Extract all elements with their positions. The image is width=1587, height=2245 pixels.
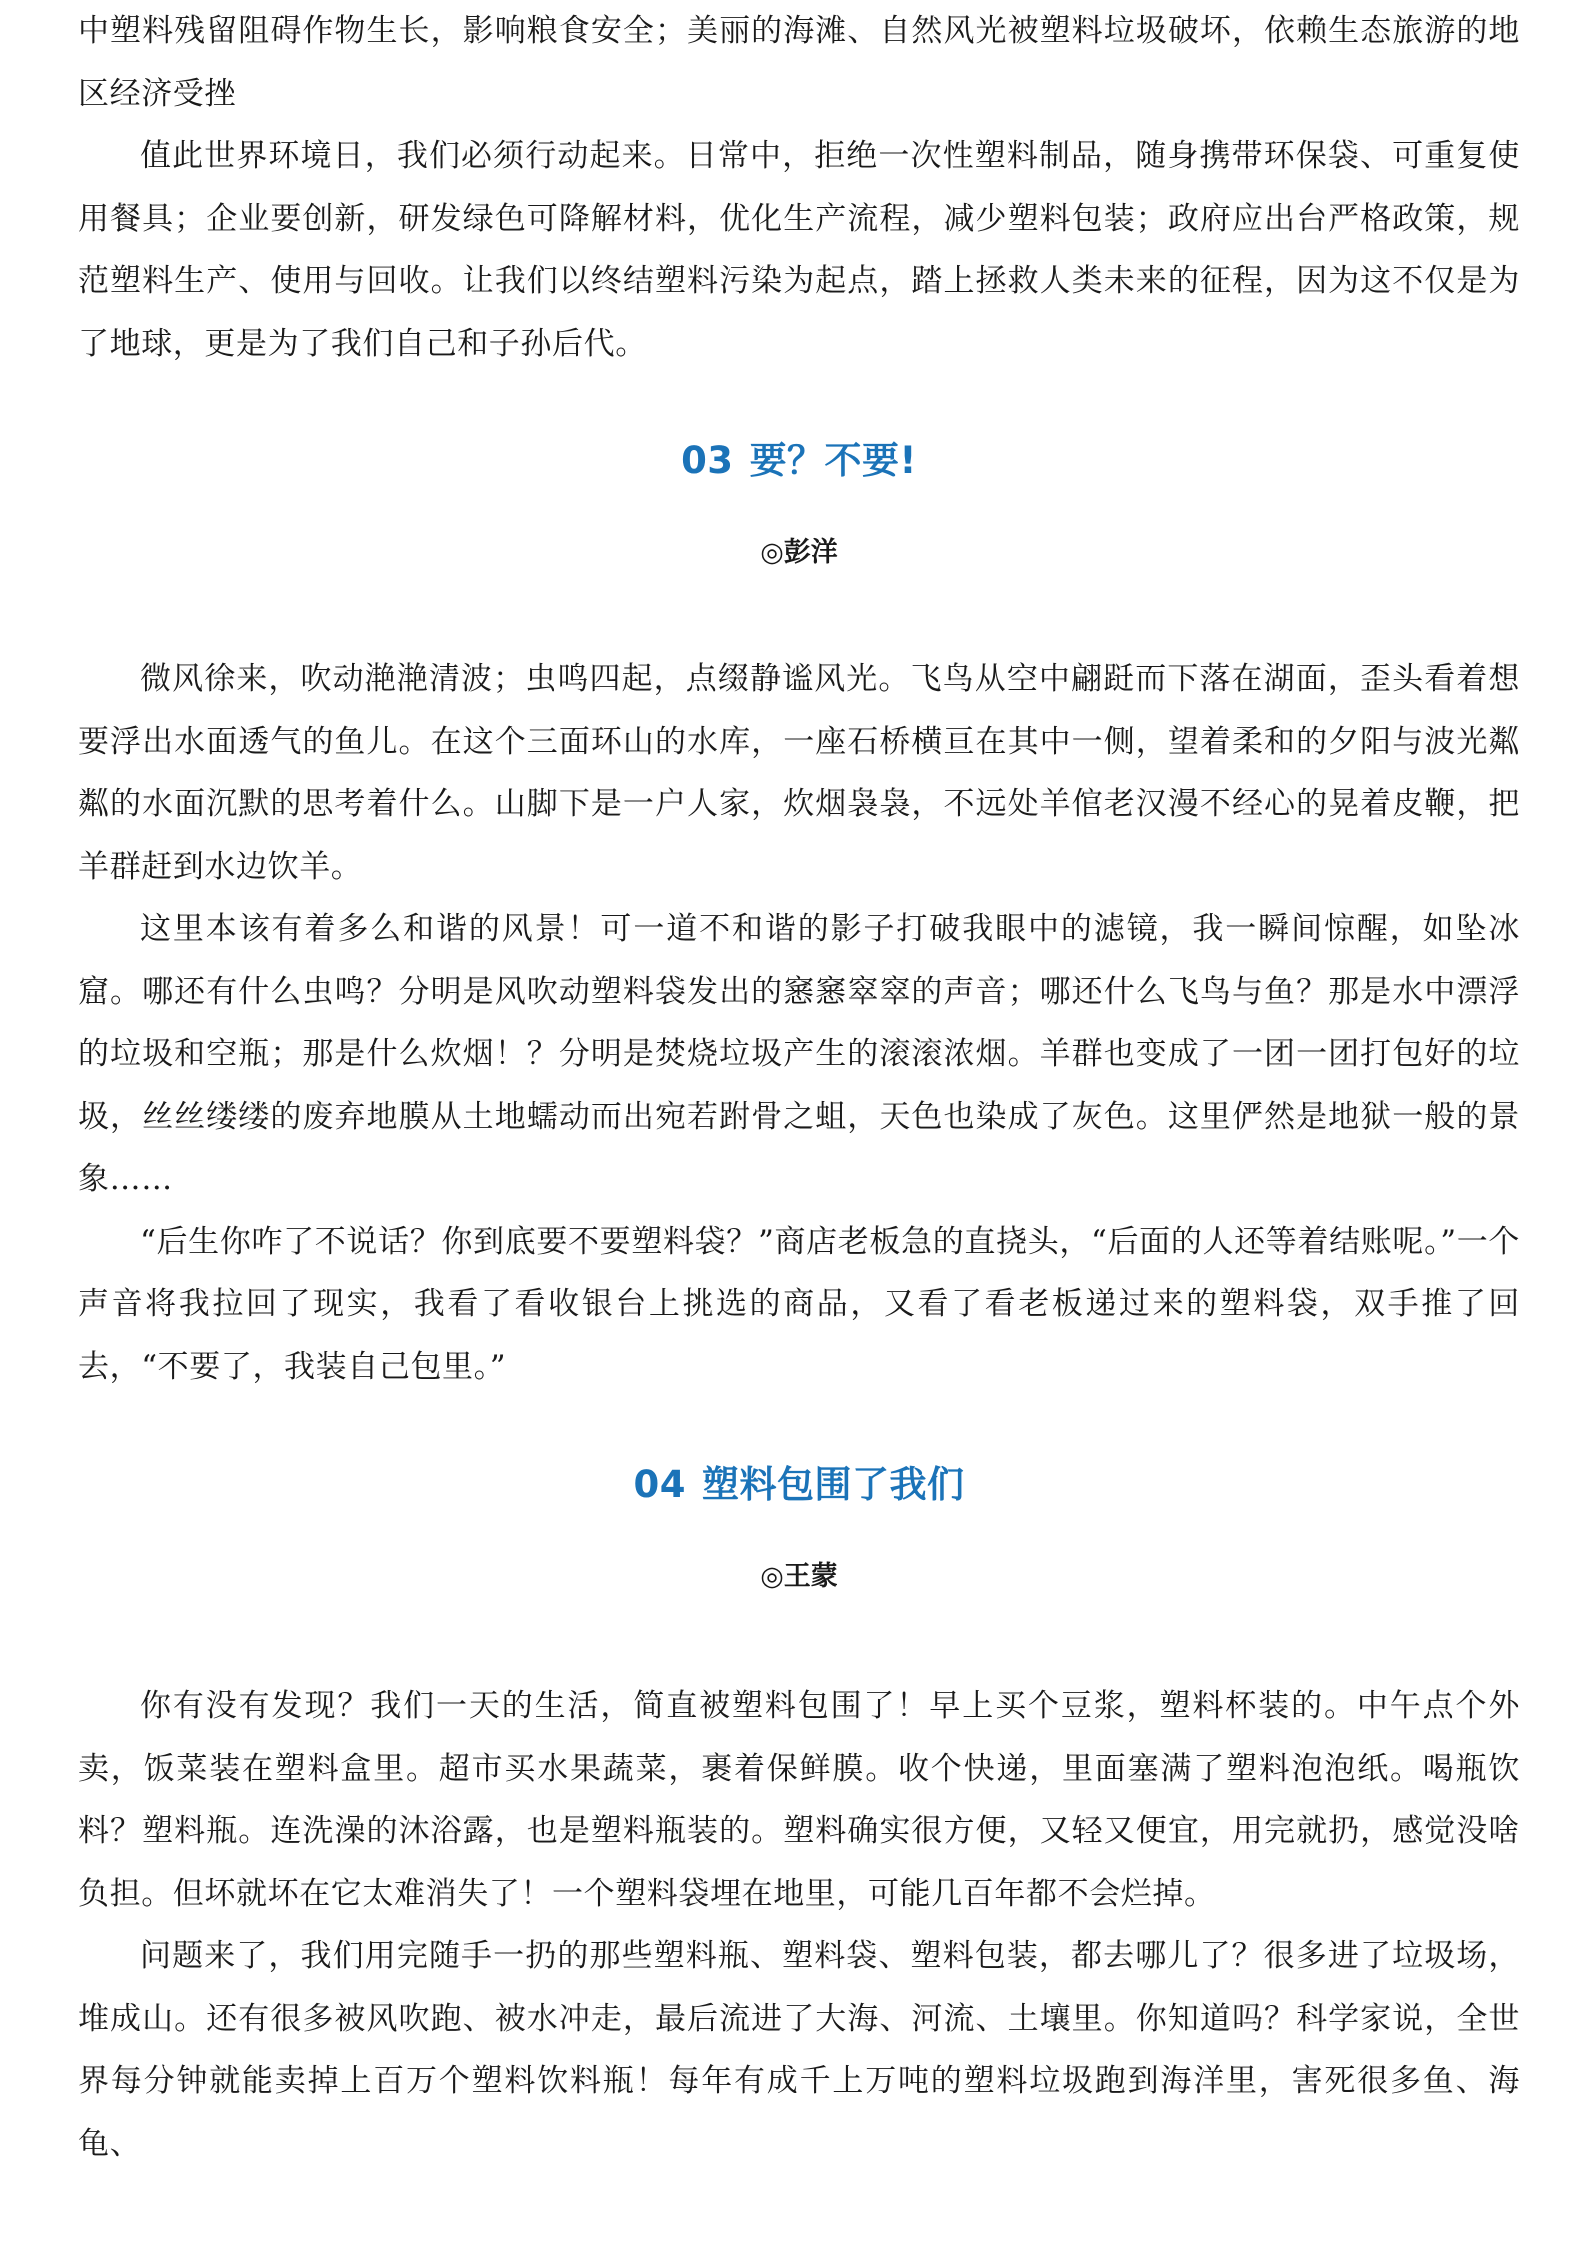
section-body-04 bbox=[78, 1675, 1520, 2175]
section-title: 要？不要! bbox=[749, 439, 917, 482]
section-heading-04 bbox=[78, 1460, 1520, 1510]
section-number: 03 bbox=[681, 439, 734, 482]
previous-article-ending bbox=[78, 0, 1520, 375]
author-byline: ◎王蒙 bbox=[760, 1561, 838, 1592]
section-heading-03 bbox=[78, 436, 1520, 486]
author-byline: ◎彭洋 bbox=[760, 537, 838, 568]
article-paragraph: 你有没有发现？我们一天的生活，简直被塑料包围了！早上买个豆浆，塑料杯装的。中午点个外卖，饭菜装在塑料盒里。超市买水果蔬菜，裹着保鲜膜。收个快递，里面塞满了塑料泡泡纸。喝瓶饮料？塑料瓶。连洗澡的沐浴露，也是塑料瓶装的。塑料确实很方便，又轻又便宜，用完就扔，感觉没啥负担。但坏就坏在它太难消失了！一个塑料袋埋在地里，可能几百年都不会烂掉。 bbox=[78, 1688, 1520, 1912]
article-paragraph: “后生你咋了不说话？你到底要不要塑料袋？”商店老板急的直挠头，“后面的人还等着结账呢。”一个声音将我拉回了现实，我看了看收银台上挑选的商品，又看了看老板递过来的塑料袋，双手推了回去，“不要了，我装自己包里。” bbox=[78, 1223, 1520, 1385]
article-paragraph: 值此世界环境日，我们必须行动起来。日常中，拒绝一次性塑料制品，随身携带环保袋、可重复使用餐具；企业要创新，研发绿色可降解材料，优化生产流程，减少塑料包装；政府应出台严格政策，规范塑料生产、使用与回收。让我们以终结塑料污染为起点，踏上拯救人类未来的征程，因为这不仅是为了地球，更是为了我们自己和子孙后代。 bbox=[78, 138, 1520, 362]
article-paragraph: 微风徐来，吹动滟滟清波；虫鸣四起，点缀静谧风光。飞鸟从空中翩跹而下落在湖面，歪头看着想要浮出水面透气的鱼儿。在这个三面环山的水库，一座石桥横亘在其中一侧，望着柔和的夕阳与波光粼粼的水面沉默的思考着什么。山脚下是一户人家，炊烟袅袅，不远处羊倌老汉漫不经心的晃着皮鞭，把羊群赶到水边饮羊。 bbox=[78, 661, 1520, 885]
section-body-03 bbox=[78, 648, 1520, 1398]
article-paragraph: 问题来了，我们用完随手一扔的那些塑料瓶、塑料袋、塑料包装，都去哪儿了？很多进了垃圾场，堆成山。还有很多被风吹跑、被水冲走，最后流进了大海、河流、土壤里。你知道吗？科学家说，全世界每分钟就能卖掉上百万个塑料饮料瓶！每年有成千上万吨的塑料垃圾跑到海洋里，害死很多鱼、海龟、 bbox=[78, 1938, 1520, 2162]
section-number: 04 bbox=[633, 1463, 686, 1506]
article-paragraph: 中塑料残留阻碍作物生长，影响粮食安全；美丽的海滩、自然风光被塑料垃圾破坏，依赖生态旅游的地区经济受挫 bbox=[78, 13, 1520, 112]
article-paragraph: 这里本该有着多么和谐的风景！可一道不和谐的影子打破我眼中的滤镜，我一瞬间惊醒，如坠冰窟。哪还有什么虫鸣？分明是风吹动塑料袋发出的窸窸窣窣的声音；哪还什么飞鸟与鱼？那是水中漂浮的垃圾和空瓶；那是什么炊烟！？分明是焚烧垃圾产生的滚滚浓烟。羊群也变成了一团一团打包好的垃圾，丝丝缕缕的废弃地膜从土地蠕动而出宛若跗骨之蛆，天色也染成了灰色。这里俨然是地狱一般的景象…… bbox=[78, 911, 1520, 1197]
section-title: 塑料包围了我们 bbox=[702, 1463, 965, 1506]
